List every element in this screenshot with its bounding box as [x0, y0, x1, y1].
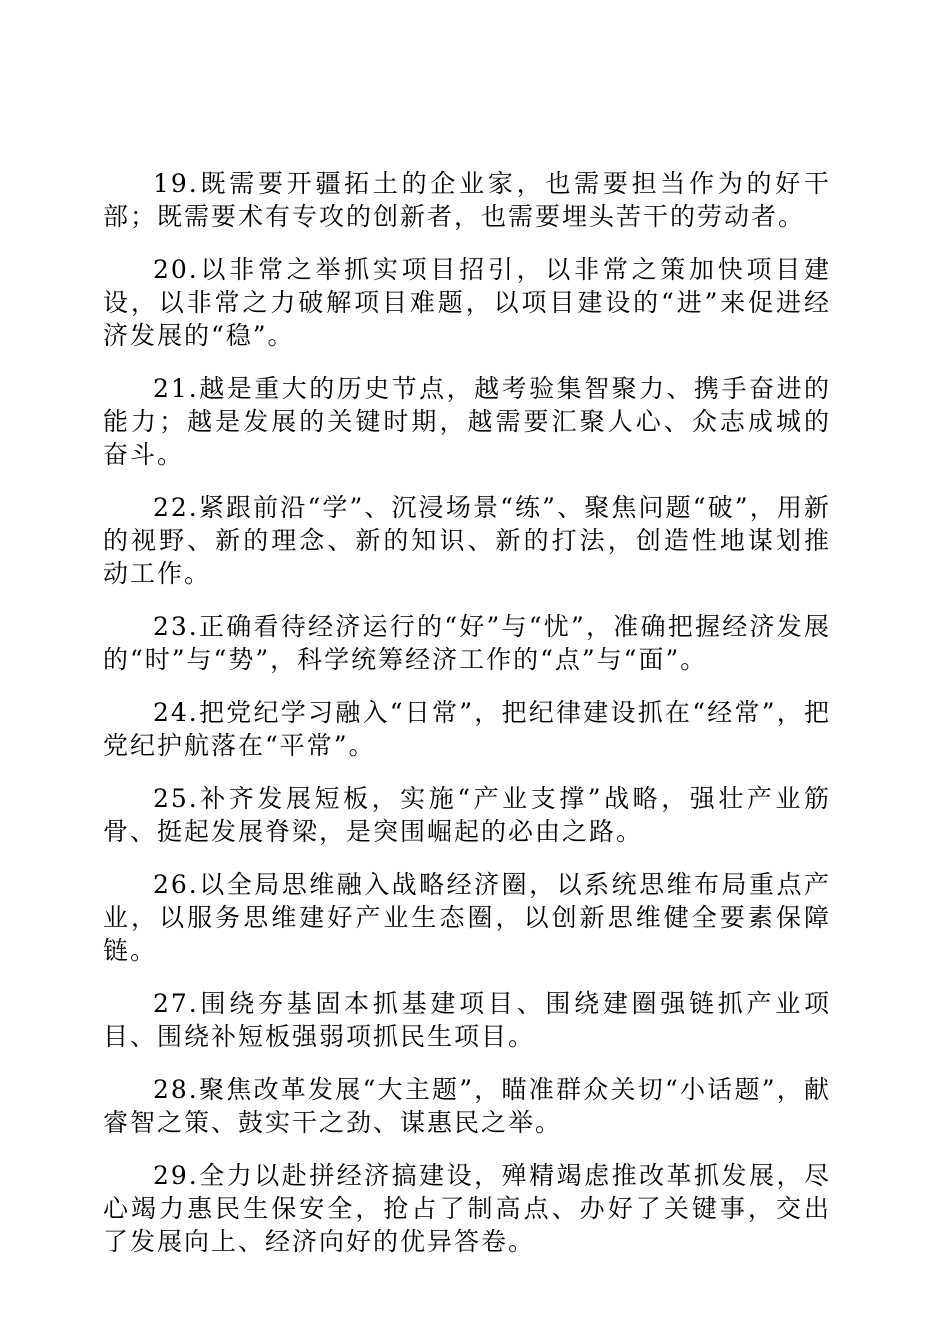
paragraph-28: 28.聚焦改革发展“大主题”，瞄准群众关切“小话题”，献睿智之策、鼓实干之劲、谋惠民之举。	[103, 1075, 831, 1137]
paragraph-20: 20.以非常之举抓实项目招引，以非常之策加快项目建设，以非常之力破解项目难题，以项目建设的“进”来促进经济发展的“稳”。	[103, 255, 831, 350]
paragraph-23: 23.正确看待经济运行的“好”与“忧”，准确把握经济发展的“时”与“势”，科学统筹经济工作的“点”与“面”。	[103, 612, 831, 674]
paragraph-25: 25.补齐发展短板，实施“产业支撑”战略，强壮产业筋骨、挺起发展脊梁，是突围崛起的必由之路。	[103, 784, 831, 846]
paragraph-24: 24.把党纪学习融入“日常”，把纪律建设抓在“经常”，把党纪护航落在“平常”。	[103, 698, 831, 760]
paragraph-26: 26.以全局思维融入战略经济圈，以系统思维布局重点产业，以服务思维建好产业生态圈，以创新思维健全要素保障链。	[103, 870, 831, 965]
paragraph-19: 19.既需要开疆拓土的企业家，也需要担当作为的好干部；既需要术有专攻的创新者，也需要埋头苦干的劳动者。	[103, 169, 831, 231]
paragraph-27: 27.围绕夯基固本抓基建项目、围绕建圈强链抓产业项目、围绕补短板强弱项抓民生项目。	[103, 989, 831, 1051]
paragraph-22: 22.紧跟前沿“学”、沉浸场景“练”、聚焦问题“破”，用新的视野、新的理念、新的知识、新的打法，创造性地谋划推动工作。	[103, 493, 831, 588]
document-body	[103, 167, 831, 1278]
paragraph-21: 21.越是重大的历史节点，越考验集智聚力、携手奋进的能力；越是发展的关键时期，越需要汇聚人心、众志成城的奋斗。	[103, 374, 831, 469]
paragraph-29: 29.全力以赴拼经济搞建设，殚精竭虑推改革抓发展，尽心竭力惠民生保安全，抢占了制高点、办好了关键事，交出了发展向上、经济向好的优异答卷。	[103, 1161, 831, 1256]
